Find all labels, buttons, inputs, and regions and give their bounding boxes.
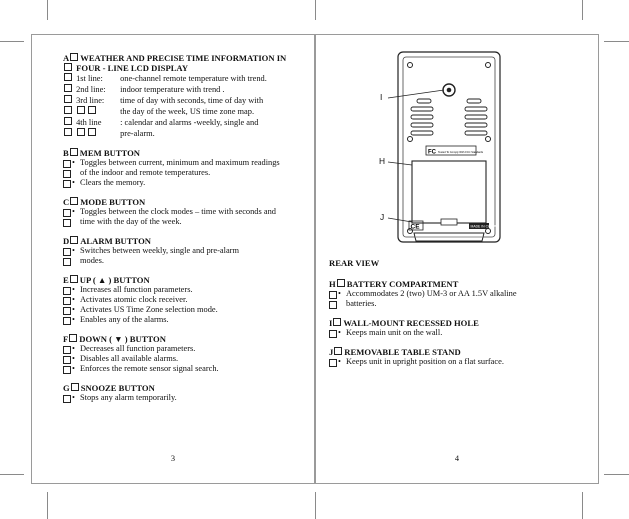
fcc-mark: FC: [428, 149, 436, 156]
label-j: J: [380, 212, 385, 222]
bullet-item: • Toggles between current, minimum and maximum readings: [63, 158, 308, 168]
section-a: [63, 53, 308, 139]
rear-view-title: REAR VIEW: [329, 258, 380, 268]
bullet-item: • Keeps main unit on the wall.: [329, 328, 589, 338]
page-number: 4: [454, 454, 460, 463]
page-number: 3: [170, 454, 176, 463]
left-page: [31, 34, 315, 484]
crop-mark: [604, 41, 629, 42]
right-page: [315, 34, 599, 484]
bullet-item: • Toggles between the clock modes – time with seconds and: [63, 207, 308, 217]
lcd-line: 2nd line: indoor temperature with trend .: [63, 84, 308, 95]
section-heading: E UP ( ▲ ) BUTTON: [63, 275, 150, 285]
crop-mark: [47, 0, 48, 20]
section-heading: J REMOVABLE TABLE STAND: [329, 347, 461, 357]
lcd-line: 1st line: one-channel remote temperature with trend.: [63, 73, 308, 84]
section-heading: B MEM BUTTON: [63, 148, 140, 158]
ce-mark: CE: [410, 223, 420, 231]
bullet-item: • Stops any alarm temporarily.: [63, 393, 308, 403]
crop-mark: [47, 492, 48, 519]
crop-mark: [0, 41, 24, 42]
section-heading: H BATTERY COMPARTMENT: [329, 279, 459, 289]
bullet-item: • Disables all available alarms.: [63, 354, 308, 364]
bullet-item: • Switches between weekly, single and pre-alarm: [63, 246, 308, 256]
crop-mark: [315, 0, 316, 20]
section-heading: D ALARM BUTTON: [63, 236, 151, 246]
section-heading: F DOWN ( ▼ ) BUTTON: [63, 334, 166, 344]
section-heading: G SNOOZE BUTTON: [63, 383, 155, 393]
lcd-line: the day of the week, US time zone map.: [63, 106, 308, 117]
crop-mark: [0, 474, 24, 475]
section-b: [63, 148, 308, 188]
feature-list: [63, 53, 308, 412]
crop-mark: [582, 492, 583, 519]
lcd-line: pre-alarm.: [63, 128, 308, 139]
bullet-item-cont: batteries.: [329, 299, 589, 309]
section-h: [329, 279, 589, 309]
bullet-item: • Keeps unit in upright position on a flat surface.: [329, 357, 589, 367]
rear-view-diagram: [316, 35, 600, 255]
section-c: [63, 197, 308, 227]
bullet-item-cont: modes.: [63, 256, 308, 266]
bullet-item: • Decreases all function parameters.: [63, 344, 308, 354]
crop-mark: [315, 492, 316, 519]
bullet-item-cont: time with the day of the week.: [63, 217, 308, 227]
section-d: [63, 236, 308, 266]
made-in-china: MADE IN CHINA: [470, 224, 497, 229]
bullet-item: • Accommodates 2 (two) UM-3 or AA 1.5V alkaline: [329, 289, 589, 299]
crop-mark: [582, 0, 583, 20]
section-g: [63, 383, 308, 403]
bullet-item: • Increases all function parameters.: [63, 285, 308, 295]
section-f: [63, 334, 308, 374]
label-i: I: [380, 92, 383, 102]
lcd-line: 3rd line: time of day with seconds, time of day with: [63, 95, 308, 106]
bullet-item: • Activates US Time Zone selection mode.: [63, 305, 308, 315]
crop-mark: [604, 474, 629, 475]
section-heading: I WALL-MOUNT RECESSED HOLE: [329, 318, 479, 328]
bullet-item: • Enables any of the alarms.: [63, 315, 308, 325]
label-h: H: [379, 156, 386, 166]
bullet-item: • Enforces the remote sensor signal search.: [63, 364, 308, 374]
bullet-item: • Activates atomic clock receiver.: [63, 295, 308, 305]
section-j: [329, 347, 589, 367]
lcd-line: 4th line : calendar and alarms -weekly, single and: [63, 117, 308, 128]
section-heading-line2: FOUR - LINE LCD DISPLAY: [63, 63, 308, 73]
bullet-item-cont: of the indoor and remote temperatures.: [63, 168, 308, 178]
section-heading: C MODE BUTTON: [63, 197, 146, 207]
fcc-text: Tested To Comply With FCC Standards: [438, 151, 484, 154]
section-i: [329, 318, 589, 338]
bullet-item: • Clears the memory.: [63, 178, 308, 188]
rear-view-list: [329, 258, 589, 376]
section-e: [63, 275, 308, 325]
section-heading: A WEATHER AND PRECISE TIME INFORMATION IN: [63, 53, 287, 63]
